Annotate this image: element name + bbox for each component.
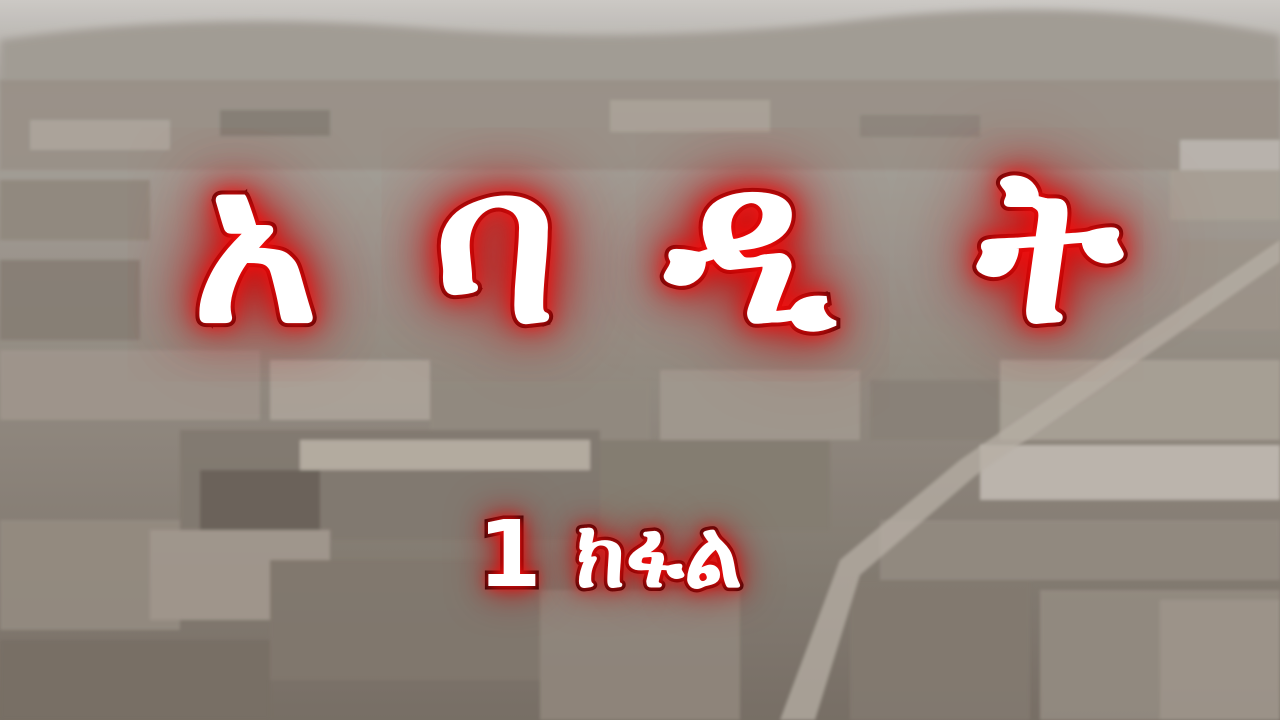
episode-label: ክፋል (575, 501, 743, 608)
episode-caption (410, 490, 810, 620)
title-letter-4: ት (977, 119, 1123, 371)
title-letter-2: ባ (433, 119, 557, 371)
episode-number: 1 (477, 501, 542, 608)
title-letter-3: ዲ (664, 119, 836, 371)
title-letter-1: አ (192, 119, 318, 371)
